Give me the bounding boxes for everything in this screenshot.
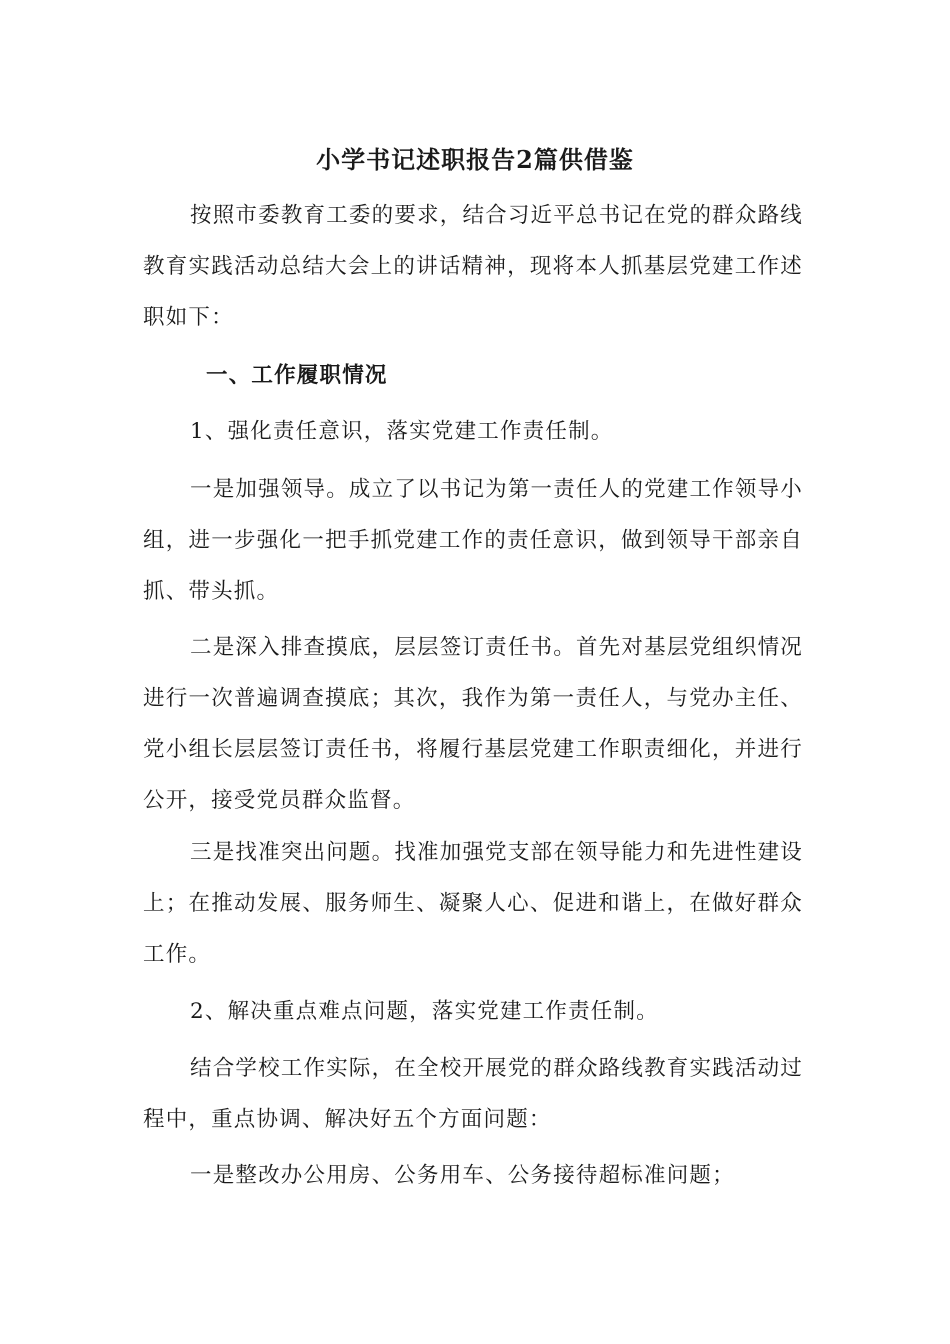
document-title: 小学书记述职报告2篇供借鉴 (316, 145, 634, 174)
item-1-point-1: 一是加强领导。成立了以书记为第一责任人的党建工作领导小组，进一步强化一把手抓党建工作的责任意识，做到领导干部亲自抓、带头抓。 (143, 477, 803, 604)
item-1-point-2: 二是深入排查摸底，层层签订责任书。首先对基层党组织情况进行一次普遍调查摸底；其次，我作为第一责任人，与党办主任、党小组长层层签订责任书，将履行基层党建工作职责细化，并进行公开，接受党员群众监督。 (143, 635, 803, 813)
item-2-heading: 2、解决重点难点问题，落实党建工作责任制。 (190, 999, 659, 1024)
intro-paragraph: 按照市委教育工委的要求，结合习近平总书记在党的群众路线教育实践活动总结大会上的讲话精神，现将本人抓基层党建工作述职如下： (143, 203, 803, 330)
section-heading-1: 一、工作履职情况 (206, 363, 388, 388)
item-2-intro: 结合学校工作实际，在全校开展党的群众路线教育实践活动过程中，重点协调、解决好五个方面问题： (143, 1056, 803, 1132)
item-1-point-3: 三是找准突出问题。找准加强党支部在领导能力和先进性建设上；在推动发展、服务师生、凝聚人心、促进和谐上，在做好群众工作。 (143, 840, 803, 967)
item-1-heading: 1、强化责任意识，落实党建工作责任制。 (190, 419, 614, 444)
item-2-point-1: 一是整改办公用房、公务用车、公务接待超标准问题； (190, 1163, 735, 1188)
